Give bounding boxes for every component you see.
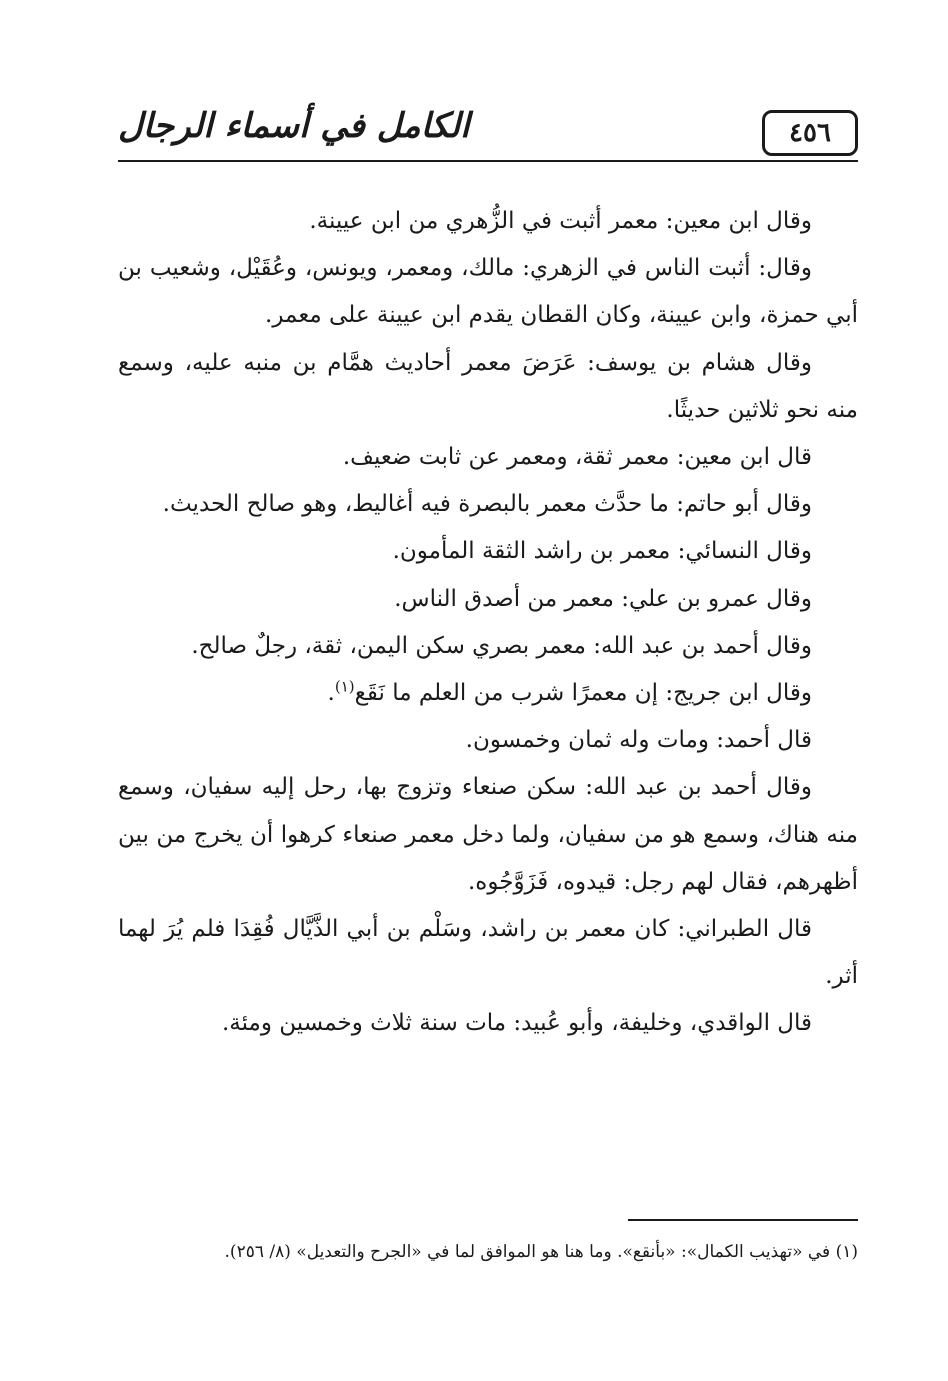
paragraph: وقال أحمد بن عبد الله: سكن صنعاء وتزوج بها، رحل إليه سفيان، وسمع منه هناك، وسمع هو من سفيان، ولما دخل معمر صنعاء كرهوا أن يخرج من بين أظهرهم، فقال لهم رجل: قيدوه، فَزَوَّجُوه. xyxy=(118,774,858,895)
paragraph: قال الواقدي، وخليفة، وأبو عُبيد: مات سنة ثلاث وخمسين ومئة. xyxy=(221,1010,812,1037)
footnote-divider xyxy=(628,1219,858,1221)
paragraph: وقال النسائي: معمر بن راشد الثقة المأمون. xyxy=(392,538,812,565)
paragraph-text: وقال ابن جريج: إن معمرًا شرب من العلم ما نَقَع xyxy=(354,680,812,707)
footnote-reference: (١) xyxy=(334,677,355,696)
page-number: ٤٥٦ xyxy=(762,110,858,156)
header-divider xyxy=(118,160,858,162)
paragraph: وقال ابن معين: معمر أثبت في الزُّهري من ابن عيينة. xyxy=(309,208,812,234)
paragraph-end: . xyxy=(327,680,335,707)
paragraph: وقال أحمد بن عبد الله: معمر بصري سكن اليمن، ثقة، رجلٌ صالح. xyxy=(191,632,812,659)
page-header xyxy=(118,100,858,162)
footnote: (١) في «تهذيب الكمال»: «بأنقع». وما هنا هو الموافق لما في «الجرح والتعديل» (٨/ ٢٥٦). xyxy=(224,1242,858,1262)
paragraph: وقال أبو حاتم: ما حدَّث معمر بالبصرة فيه أغاليط، وهو صالح الحديث. xyxy=(162,491,812,518)
paragraph: قال أحمد: ومات وله ثمان وخمسون. xyxy=(465,727,812,754)
paragraph: قال ابن معين: معمر ثقة، ومعمر عن ثابت ضعيف. xyxy=(342,444,812,471)
main-text xyxy=(118,198,858,1048)
paragraph: قال الطبراني: كان معمر بن راشد، وسَلْم بن أبي الذَّيَّال فُقِدَا فلم يُرَ لهما أثر. xyxy=(118,916,858,990)
paragraph: وقال: أثبت الناس في الزهري: مالك، ومعمر، ويونس، وعُقَيْل، وشعيب بن أبي حمزة، وابن عيينة، وكان القطان يقدم ابن عيينة على معمر. xyxy=(118,255,858,329)
paragraph: وقال عمرو بن علي: معمر من أصدق الناس. xyxy=(394,585,812,612)
paragraph-ibn-jurayj xyxy=(118,670,858,717)
book-title: الكامل في أسماء الرجال xyxy=(118,106,470,146)
paragraph: وقال هشام بن يوسف: عَرَضَ معمر أحاديث همَّام بن منبه عليه، وسمع منه نحو ثلاثين حديثًا. xyxy=(118,349,858,423)
